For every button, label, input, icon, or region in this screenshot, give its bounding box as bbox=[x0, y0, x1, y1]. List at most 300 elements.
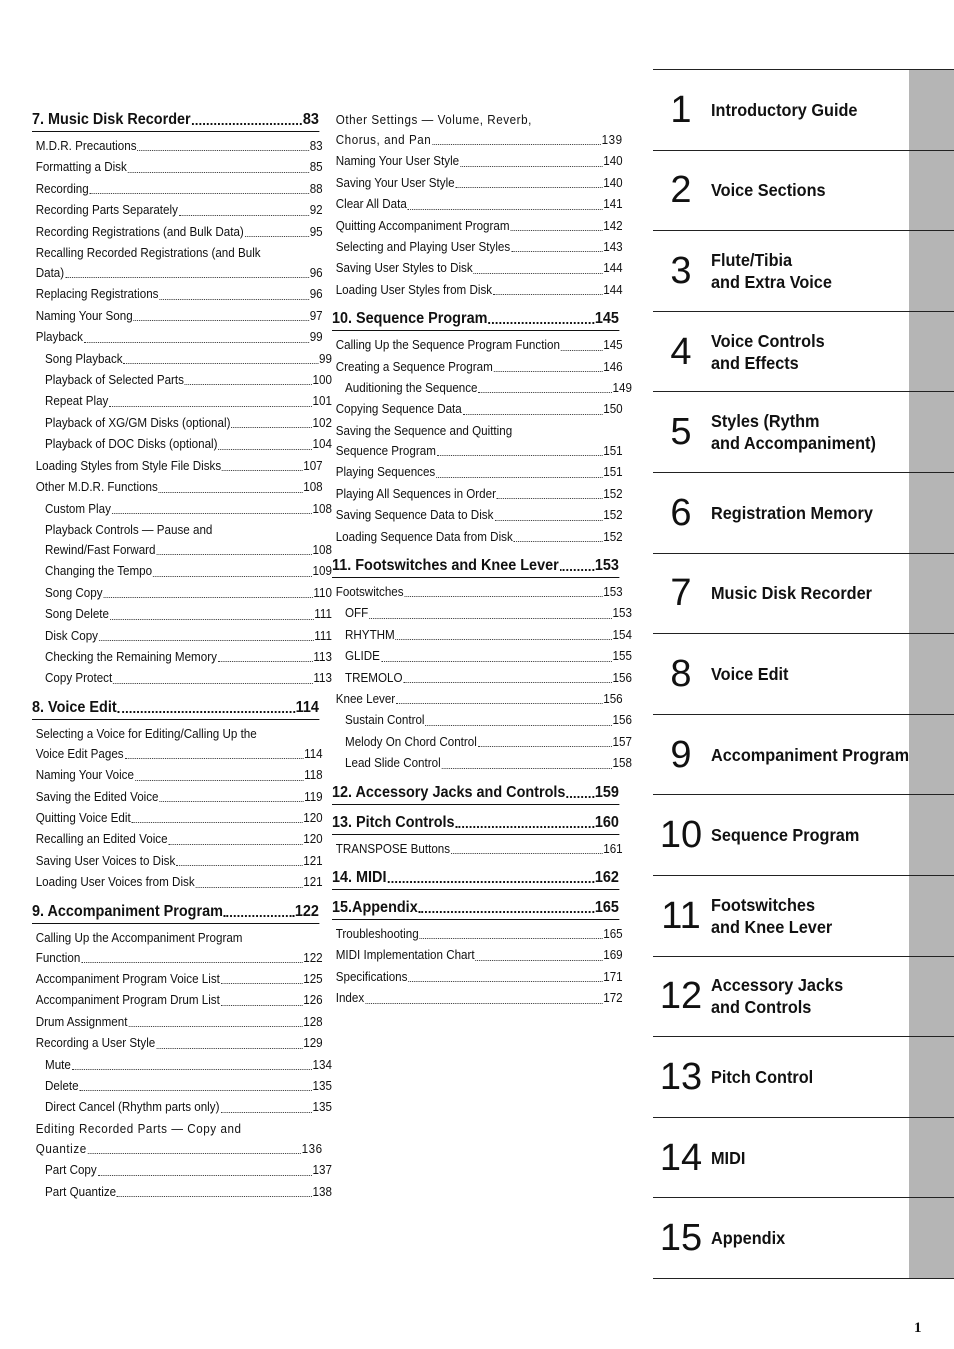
toc-entry[interactable] bbox=[32, 808, 323, 829]
toc-entry-line: Editing Recorded Parts — Copy and bbox=[35, 1121, 242, 1136]
chapter-number: 9 bbox=[670, 733, 692, 776]
chapter-tab[interactable] bbox=[653, 391, 954, 472]
entry-page: 88 bbox=[309, 181, 323, 196]
tab-edge-bar bbox=[909, 957, 954, 1037]
entry-title: Recording a User Style bbox=[35, 1036, 156, 1051]
chapter-number: 15 bbox=[659, 1217, 703, 1260]
section-title: 10. Sequence Program bbox=[332, 310, 488, 328]
toc-entry[interactable] bbox=[332, 710, 632, 731]
toc-entry[interactable] bbox=[332, 462, 623, 483]
entry-page: 96 bbox=[309, 287, 323, 302]
dot-leader bbox=[156, 554, 311, 555]
dot-leader bbox=[220, 1112, 311, 1113]
dot-leader bbox=[494, 371, 603, 372]
dot-leader bbox=[403, 682, 611, 683]
section-page: 160 bbox=[594, 813, 619, 831]
chapter-number: 11 bbox=[661, 894, 701, 937]
entry-title: Loading Styles from Style File Disks bbox=[35, 458, 222, 473]
entry-title: Repeat Play bbox=[45, 394, 109, 409]
entry-page: 165 bbox=[603, 926, 623, 941]
dot-leader bbox=[112, 513, 312, 514]
dot-leader bbox=[478, 746, 612, 747]
toc-entry[interactable] bbox=[332, 945, 623, 966]
entry-page: 92 bbox=[309, 203, 323, 218]
dot-leader bbox=[192, 123, 302, 125]
toc-entry[interactable] bbox=[32, 561, 332, 582]
toc-entry[interactable] bbox=[332, 839, 623, 860]
dot-leader bbox=[179, 215, 309, 216]
entry-title: Part Quantize bbox=[45, 1184, 117, 1199]
section-heading[interactable] bbox=[332, 813, 619, 835]
section-title: 7. Music Disk Recorder bbox=[32, 111, 191, 128]
entry-page: 152 bbox=[603, 529, 623, 544]
toc-entry[interactable] bbox=[32, 413, 332, 434]
section-page: 83 bbox=[302, 111, 319, 128]
entry-page: 100 bbox=[312, 373, 332, 388]
dot-leader bbox=[451, 853, 602, 854]
toc-entry-line: Selecting a Voice for Editing/Calling Up the bbox=[35, 726, 257, 741]
chapter-number: 10 bbox=[659, 814, 703, 857]
toc-entry[interactable] bbox=[332, 399, 623, 420]
entry-page: 169 bbox=[603, 948, 623, 963]
dot-leader bbox=[369, 618, 611, 619]
toc-entry[interactable] bbox=[32, 263, 323, 284]
toc-entry[interactable] bbox=[332, 668, 632, 689]
entry-page: 95 bbox=[309, 224, 323, 239]
tab-edge-bar bbox=[909, 70, 954, 150]
entry-title: Changing the Tempo bbox=[45, 564, 153, 579]
dot-leader bbox=[437, 455, 602, 456]
dot-leader bbox=[185, 384, 312, 385]
entry-page: 155 bbox=[612, 649, 632, 664]
toc-entry[interactable] bbox=[332, 280, 623, 301]
toc-entry[interactable] bbox=[32, 499, 332, 520]
toc-entry[interactable] bbox=[332, 484, 623, 505]
entry-title: Function bbox=[35, 950, 81, 965]
dot-leader bbox=[494, 520, 602, 521]
entry-title: Playback bbox=[35, 330, 83, 345]
section-title: 11. Footswitches and Knee Lever bbox=[332, 556, 559, 574]
tab-edge-bar bbox=[909, 1118, 954, 1198]
chapter-tab[interactable] bbox=[653, 714, 954, 795]
entry-page: 153 bbox=[612, 606, 632, 621]
entry-title: Quitting Voice Edit bbox=[35, 810, 131, 825]
toc-entry[interactable] bbox=[332, 378, 632, 399]
chapter-number: 1 bbox=[670, 88, 692, 131]
entry-page: 135 bbox=[312, 1079, 332, 1094]
dot-leader bbox=[113, 683, 312, 684]
entry-title: Drum Assignment bbox=[35, 1014, 128, 1029]
dot-leader bbox=[478, 392, 611, 393]
entry-title: Saving Your User Style bbox=[335, 175, 455, 190]
dot-leader bbox=[463, 414, 603, 415]
dot-leader bbox=[118, 711, 295, 713]
toc-entry[interactable] bbox=[32, 157, 323, 178]
entry-page: 109 bbox=[312, 564, 332, 579]
tab-edge-bar bbox=[909, 715, 954, 795]
toc-entry[interactable] bbox=[332, 173, 623, 194]
entry-title: Quantize bbox=[35, 1141, 87, 1156]
entry-title: Custom Play bbox=[45, 501, 111, 516]
toc-entry[interactable] bbox=[32, 1076, 332, 1097]
toc-entry[interactable] bbox=[332, 967, 623, 988]
chapter-tab[interactable] bbox=[653, 150, 954, 231]
dot-leader bbox=[221, 983, 303, 984]
entry-page: 134 bbox=[312, 1057, 332, 1072]
toc-entry[interactable] bbox=[32, 222, 323, 243]
toc-entry[interactable] bbox=[332, 357, 623, 378]
toc-entry[interactable] bbox=[32, 1160, 332, 1181]
dot-leader bbox=[510, 230, 602, 231]
dot-leader bbox=[224, 915, 294, 917]
toc-entry[interactable] bbox=[32, 990, 323, 1011]
toc-entry[interactable] bbox=[32, 851, 323, 872]
toc-entry[interactable] bbox=[332, 689, 623, 710]
chapter-tab[interactable] bbox=[653, 875, 954, 956]
entry-title: Recalling an Edited Voice bbox=[35, 832, 168, 847]
section-heading[interactable] bbox=[32, 110, 319, 132]
entry-page: 157 bbox=[612, 734, 632, 749]
toc-entry[interactable] bbox=[32, 787, 323, 808]
entry-title: Clear All Data bbox=[335, 197, 407, 212]
entry-title: Lead Slide Control bbox=[345, 756, 441, 771]
toc-entry[interactable] bbox=[32, 284, 323, 305]
entry-page: 142 bbox=[603, 218, 623, 233]
dot-leader bbox=[135, 780, 303, 781]
entry-page: 118 bbox=[304, 768, 323, 783]
toc-entry[interactable] bbox=[32, 540, 332, 561]
toc-entry[interactable] bbox=[332, 194, 623, 215]
toc-entry[interactable] bbox=[332, 258, 623, 279]
toc-entry-line: Saving the Sequence and Quitting bbox=[335, 423, 513, 438]
toc-entry[interactable] bbox=[32, 1139, 323, 1160]
entry-title: Naming Your Song bbox=[35, 308, 133, 323]
entry-title: Direct Cancel (Rhythm parts only) bbox=[45, 1100, 220, 1115]
entry-page: 120 bbox=[303, 832, 323, 847]
dot-leader bbox=[84, 342, 309, 343]
entry-title: Selecting and Playing User Styles bbox=[335, 240, 511, 255]
chapter-label: Flute/Tibia and Extra Voice bbox=[711, 249, 832, 292]
toc-entry[interactable] bbox=[32, 477, 323, 498]
entry-page: 144 bbox=[603, 261, 623, 276]
chapter-tabs bbox=[653, 69, 954, 1279]
entry-title: Saving User Voices to Disk bbox=[35, 853, 176, 868]
entry-title: Part Copy bbox=[45, 1163, 97, 1178]
dot-leader bbox=[153, 576, 312, 577]
dot-leader bbox=[159, 299, 308, 300]
entry-title: Accompaniment Program Drum List bbox=[35, 993, 220, 1008]
chapter-tab[interactable] bbox=[653, 794, 954, 875]
chapter-number: 14 bbox=[659, 1136, 703, 1179]
chapter-tab[interactable] bbox=[653, 553, 954, 634]
toc-entry[interactable] bbox=[32, 306, 323, 327]
toc-entry[interactable] bbox=[332, 505, 623, 526]
chapter-tab[interactable] bbox=[653, 1036, 954, 1117]
entry-title: Data) bbox=[35, 266, 65, 281]
dot-leader bbox=[231, 427, 311, 428]
section-heading[interactable] bbox=[332, 898, 619, 920]
chapter-label: Accompaniment Program bbox=[711, 744, 910, 765]
dot-leader bbox=[381, 661, 612, 662]
tab-edge-bar bbox=[909, 231, 954, 311]
toc-entry[interactable] bbox=[32, 626, 332, 647]
entry-page: 152 bbox=[603, 508, 623, 523]
toc-section bbox=[332, 556, 632, 775]
toc-entry[interactable] bbox=[32, 456, 323, 477]
entry-title: Recording Registrations (and Bulk Data) bbox=[35, 224, 244, 239]
entry-page: 114 bbox=[304, 746, 323, 761]
toc-entry-line: Recalling Recorded Registrations (and Bulk bbox=[35, 246, 261, 261]
page-number: 1 bbox=[914, 1320, 922, 1336]
entry-page: 129 bbox=[303, 1036, 323, 1051]
toc-entry[interactable] bbox=[332, 603, 632, 624]
dot-leader bbox=[159, 801, 303, 802]
entry-title: Song Playback bbox=[45, 351, 123, 366]
chapter-label: Sequence Program bbox=[711, 825, 860, 846]
entry-title: MIDI Implementation Chart bbox=[335, 948, 475, 963]
entry-title: M.D.R. Precautions bbox=[35, 139, 137, 153]
dot-leader bbox=[65, 277, 309, 278]
entry-page: 140 bbox=[603, 175, 623, 190]
entry-title: Delete bbox=[45, 1079, 79, 1094]
toc-section bbox=[332, 783, 619, 805]
toc-entry[interactable] bbox=[32, 327, 323, 348]
entry-page: 141 bbox=[603, 197, 623, 212]
toc-entry[interactable] bbox=[332, 527, 623, 548]
dot-leader bbox=[124, 363, 319, 364]
entry-page: 137 bbox=[312, 1163, 332, 1178]
entry-page: 154 bbox=[612, 627, 632, 642]
toc-entry[interactable] bbox=[32, 647, 332, 668]
dot-leader bbox=[125, 758, 304, 759]
dot-leader bbox=[99, 640, 313, 641]
toc-entry[interactable] bbox=[32, 604, 332, 625]
dot-leader bbox=[168, 844, 302, 845]
dot-leader bbox=[514, 541, 603, 542]
toc-entry[interactable] bbox=[32, 1033, 323, 1054]
entry-title: Knee Lever bbox=[335, 691, 396, 706]
toc-column-left bbox=[32, 110, 332, 1211]
dot-leader bbox=[420, 938, 603, 939]
entry-title: Rewind/Fast Forward bbox=[45, 542, 156, 557]
toc-section bbox=[32, 902, 332, 1203]
entry-page: 145 bbox=[603, 338, 623, 353]
dot-leader bbox=[560, 569, 594, 571]
toc-entry[interactable] bbox=[32, 1097, 332, 1118]
toc-entry[interactable] bbox=[332, 732, 632, 753]
chapter-label: Footswitches and Knee Lever bbox=[711, 894, 833, 937]
entry-title: Recording Parts Separately bbox=[35, 203, 178, 218]
chapter-tab[interactable] bbox=[653, 956, 954, 1037]
entry-page: 125 bbox=[303, 972, 323, 986]
entry-page: 153 bbox=[603, 584, 623, 599]
entry-title: Saving User Styles to Disk bbox=[335, 261, 473, 276]
toc-entry[interactable] bbox=[32, 969, 323, 990]
section-page: 162 bbox=[594, 868, 619, 886]
entry-page: 171 bbox=[603, 969, 623, 984]
chapter-tab[interactable] bbox=[653, 1197, 954, 1279]
entry-title: Recording bbox=[35, 181, 89, 196]
toc-entry[interactable] bbox=[32, 668, 332, 689]
toc-entry[interactable] bbox=[32, 434, 332, 455]
entry-title: Playing Sequences bbox=[335, 465, 436, 480]
toc-entry[interactable] bbox=[332, 646, 632, 667]
dot-leader bbox=[561, 350, 602, 351]
chapter-label: Voice Controls and Effects bbox=[711, 330, 825, 373]
toc-section bbox=[332, 813, 623, 860]
entry-title: Sequence Program bbox=[335, 443, 436, 458]
dot-leader bbox=[436, 477, 602, 478]
toc-entry[interactable] bbox=[332, 237, 623, 258]
toc-entry[interactable] bbox=[332, 753, 632, 774]
tab-edge-bar bbox=[909, 312, 954, 392]
chapter-tab[interactable] bbox=[653, 311, 954, 392]
entry-title: Sustain Control bbox=[345, 713, 425, 728]
entry-title: Song Copy bbox=[45, 585, 103, 600]
section-title: 15.Appendix bbox=[332, 898, 418, 916]
entry-title: Naming Your User Style bbox=[335, 154, 460, 169]
chapter-label: Introductory Guide bbox=[711, 99, 858, 120]
entry-page: 119 bbox=[304, 789, 323, 804]
section-heading[interactable] bbox=[32, 902, 319, 924]
entry-page: 151 bbox=[603, 443, 623, 458]
dot-leader bbox=[110, 619, 313, 620]
dot-leader bbox=[196, 887, 303, 888]
entry-title: Auditioning the Sequence bbox=[345, 381, 478, 396]
entry-page: 108 bbox=[312, 501, 332, 516]
section-heading[interactable] bbox=[332, 868, 619, 890]
dot-leader bbox=[159, 492, 303, 493]
chapter-label: Music Disk Recorder bbox=[711, 583, 873, 604]
entry-page: 152 bbox=[603, 486, 623, 501]
entry-title: Playback of XG/GM Disks (optional) bbox=[45, 415, 231, 430]
chapter-label: Registration Memory bbox=[711, 502, 873, 523]
entry-page: 96 bbox=[309, 266, 323, 281]
entry-title: Naming Your Voice bbox=[35, 768, 134, 783]
chapter-number: 8 bbox=[670, 652, 692, 695]
toc-entry[interactable] bbox=[332, 335, 623, 356]
section-title: 12. Accessory Jacks and Controls bbox=[332, 783, 566, 801]
entry-page: 111 bbox=[314, 628, 332, 643]
dot-leader bbox=[137, 150, 308, 151]
entry-title: Index bbox=[335, 991, 365, 1006]
entry-title: Playing All Sequences in Order bbox=[335, 486, 496, 501]
toc-entry[interactable] bbox=[32, 1055, 332, 1076]
toc-entry[interactable] bbox=[332, 625, 632, 646]
tab-edge-bar bbox=[909, 1198, 954, 1278]
entry-page: 158 bbox=[612, 756, 632, 771]
toc-entry[interactable] bbox=[332, 216, 623, 237]
chapter-tab[interactable] bbox=[653, 69, 954, 150]
toc-entry[interactable] bbox=[332, 924, 623, 945]
dot-leader bbox=[132, 822, 303, 823]
toc-entry[interactable] bbox=[32, 349, 332, 370]
entry-page: 151 bbox=[603, 465, 623, 480]
toc-entry-line: Other Settings — Volume, Reverb, bbox=[335, 113, 532, 127]
entry-page: 143 bbox=[603, 240, 623, 255]
toc-entry[interactable] bbox=[32, 948, 323, 969]
chapter-tab[interactable] bbox=[653, 230, 954, 311]
chapter-number: 3 bbox=[670, 249, 692, 292]
dot-leader bbox=[419, 911, 594, 913]
toc-entry-line: Calling Up the Accompaniment Program bbox=[35, 930, 243, 945]
dot-leader bbox=[474, 273, 603, 274]
section-heading[interactable] bbox=[332, 309, 619, 331]
entry-title: Playback of DOC Disks (optional) bbox=[45, 437, 218, 452]
entry-page: 108 bbox=[312, 542, 332, 557]
toc-entry[interactable] bbox=[332, 441, 623, 462]
toc-entry[interactable] bbox=[32, 1182, 332, 1203]
dot-leader bbox=[408, 209, 603, 210]
toc-entry[interactable] bbox=[332, 582, 623, 603]
toc-entry-line: Playback Controls — Pause and bbox=[45, 522, 213, 537]
toc-entry[interactable] bbox=[32, 829, 323, 850]
entry-title: Other M.D.R. Functions bbox=[35, 480, 158, 495]
entry-title: Mute bbox=[45, 1057, 71, 1072]
toc-section bbox=[32, 698, 323, 894]
section-page: 159 bbox=[594, 783, 619, 801]
dot-leader bbox=[566, 796, 594, 798]
entry-title: Saving Sequence Data to Disk bbox=[335, 508, 494, 523]
toc-entry[interactable] bbox=[32, 1012, 323, 1033]
entry-title: RHYTHM bbox=[345, 627, 395, 642]
entry-title: Troubleshooting bbox=[335, 926, 419, 941]
toc-entry[interactable] bbox=[332, 130, 623, 151]
toc-entry[interactable] bbox=[32, 872, 323, 893]
dot-leader bbox=[460, 166, 602, 167]
dot-leader bbox=[442, 768, 612, 769]
section-title: 14. MIDI bbox=[332, 868, 387, 886]
toc-section bbox=[32, 110, 332, 690]
toc-section bbox=[332, 309, 632, 548]
toc-entry[interactable] bbox=[32, 744, 323, 765]
chapter-tab[interactable] bbox=[653, 633, 954, 714]
section-heading[interactable] bbox=[32, 698, 319, 720]
section-heading[interactable] bbox=[332, 556, 619, 578]
toc-entry[interactable] bbox=[32, 391, 332, 412]
entry-page: 122 bbox=[303, 950, 323, 965]
section-title: 13. Pitch Controls bbox=[332, 813, 455, 831]
entry-page: 108 bbox=[303, 480, 323, 495]
toc-entry[interactable] bbox=[32, 136, 323, 157]
entry-title: Voice Edit Pages bbox=[35, 746, 124, 761]
toc-entry[interactable] bbox=[32, 200, 323, 221]
toc-entry[interactable] bbox=[332, 151, 623, 172]
entry-title: TRANSPOSE Buttons bbox=[335, 841, 451, 856]
toc-entry[interactable] bbox=[32, 765, 323, 786]
chapter-tab[interactable] bbox=[653, 472, 954, 553]
section-heading[interactable] bbox=[332, 783, 619, 805]
entry-page: 101 bbox=[312, 394, 332, 409]
chapter-number: 13 bbox=[659, 1055, 703, 1098]
toc-entry[interactable] bbox=[32, 583, 332, 604]
entry-page: 146 bbox=[603, 359, 623, 374]
entry-title: Footswitches bbox=[335, 584, 404, 599]
chapter-tab[interactable] bbox=[653, 1117, 954, 1198]
entry-page: 135 bbox=[312, 1100, 332, 1115]
chapter-number: 2 bbox=[670, 169, 692, 212]
entry-page: 113 bbox=[313, 671, 332, 686]
toc-entry[interactable] bbox=[32, 370, 332, 391]
toc-entry[interactable] bbox=[332, 988, 623, 1009]
entry-page: 97 bbox=[309, 308, 323, 323]
entry-page: 156 bbox=[612, 713, 632, 728]
toc-entry[interactable] bbox=[32, 179, 323, 200]
dot-leader bbox=[88, 1153, 301, 1154]
tab-edge-bar bbox=[909, 151, 954, 231]
dot-leader bbox=[404, 596, 602, 597]
dot-leader bbox=[493, 294, 602, 295]
